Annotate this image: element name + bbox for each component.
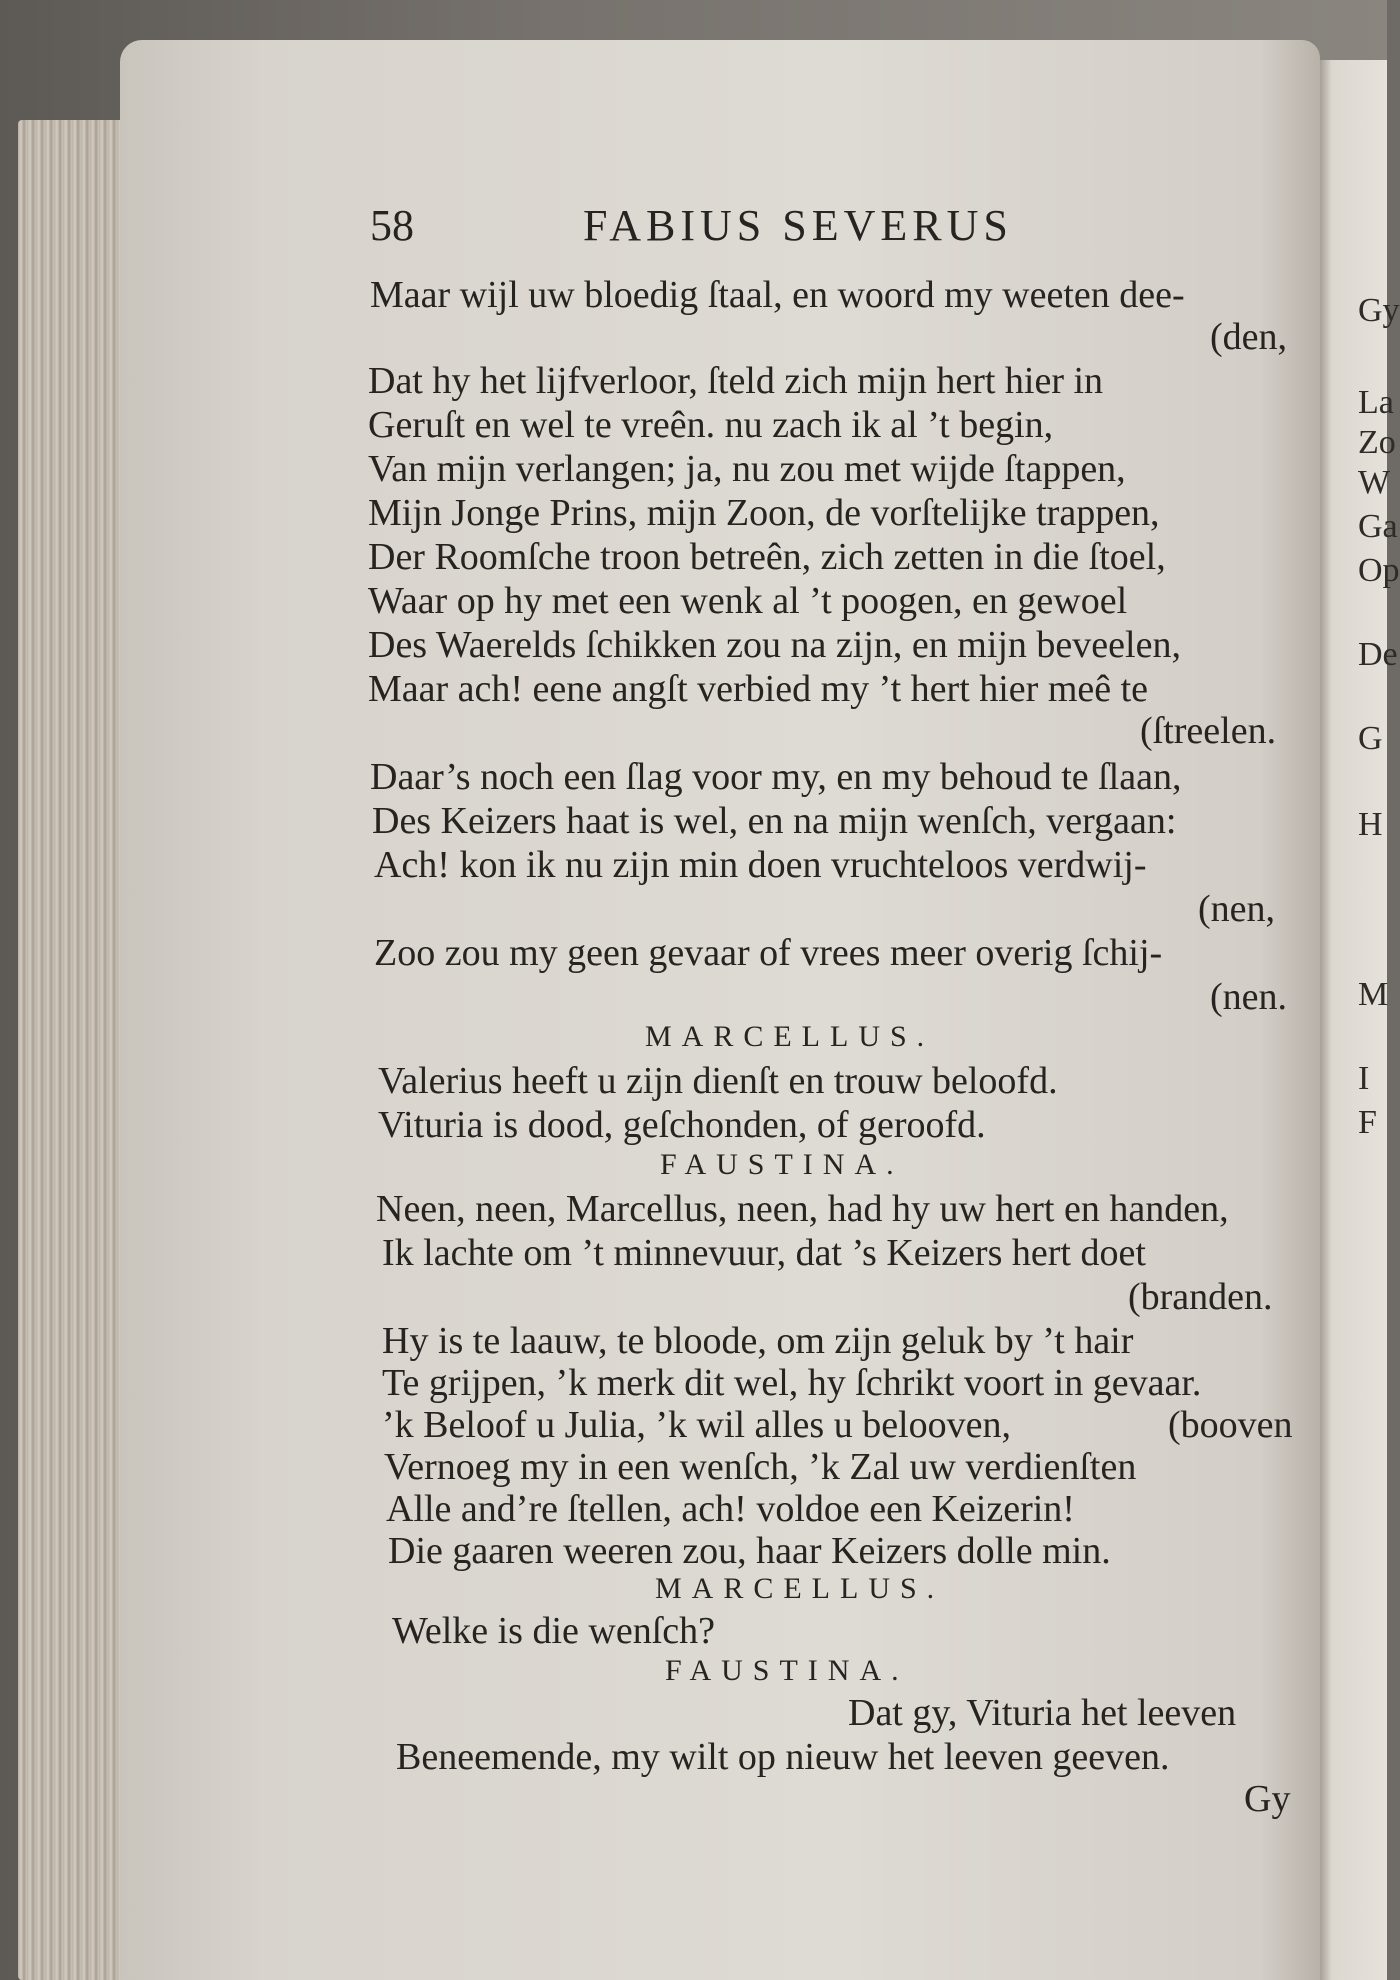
turnover-line: (nen, [1198, 888, 1276, 930]
speaker-name: FAUSTINA. [665, 1654, 909, 1687]
speaker-name: MARCELLUS. [655, 1572, 945, 1605]
running-title: FABIUS SEVERUS [583, 201, 1013, 250]
facing-page-fragment: Gy [1358, 292, 1400, 329]
facing-page-fragment: M [1358, 976, 1389, 1013]
speaker-name: MARCELLUS. [645, 1020, 935, 1053]
turnover-line: (ſtreelen. [1140, 710, 1277, 752]
facing-page-fragment: F [1358, 1104, 1377, 1141]
verse-line: Maar ach! eene angſt verbied my ’t hert hier meê te [368, 668, 1149, 710]
verse-line: Alle and’re ſtellen, ach! voldoe een Keizerin! [386, 1488, 1075, 1530]
verse-line: Hy is te laauw, te bloode, om zijn geluk by ’t hair [382, 1320, 1134, 1362]
verse-line: Neen, neen, Marcellus, neen, had hy uw hert en handen, [376, 1188, 1229, 1230]
verse-line: Geruſt en wel te vreên. nu zach ik al ’t begin, [368, 404, 1054, 446]
verse-line: Beneemende, my wilt op nieuw het leeven geeven. [396, 1736, 1170, 1778]
facing-page-fragment: I [1358, 1060, 1370, 1097]
verse-line: Waar op hy met een wenk al ’t poogen, en gewoel [368, 580, 1128, 622]
verse-line: Te grijpen, ’k merk dit wel, hy ſchrikt voort in gevaar. [382, 1362, 1202, 1404]
verse-line: Des Keizers haat is wel, en na mijn wenſch, vergaan: [372, 800, 1177, 842]
turnover-line: (nen. [1210, 976, 1288, 1018]
facing-page-fragment: Op [1358, 552, 1400, 589]
facing-page-fragment: De [1358, 636, 1398, 673]
verse-line: ’k Beloof u Julia, ’k wil alles u belooven, [382, 1404, 1011, 1446]
facing-page-fragment: La [1358, 384, 1394, 421]
turnover-line: (den, [1210, 316, 1288, 358]
verse-line: Vituria is dood, geſchonden, of geroofd. [378, 1104, 986, 1146]
facing-page-fragment: Ga [1358, 508, 1398, 545]
speaker-name: FAUSTINA. [660, 1148, 904, 1181]
verse-line: Dat hy het lijfverloor, ſteld zich mijn hert hier in [368, 360, 1104, 402]
facing-page-fragment: H [1358, 806, 1383, 843]
facing-page-fragment: Zo [1358, 424, 1396, 461]
facing-page-fragment: G [1358, 720, 1383, 757]
verse-line: Ach! kon ik nu zijn min doen vruchteloos verdwij- [374, 844, 1147, 886]
verse-line: Maar wijl uw bloedig ſtaal, en woord my weeten dee- [370, 274, 1185, 316]
verse-line: Welke is die wenſch? [392, 1610, 715, 1652]
book-page [120, 40, 1320, 1980]
verse-line: Mijn Jonge Prins, mijn Zoon, de vorſtelijke trappen, [368, 492, 1160, 534]
verse-line: Dat gy, Vituria het leeven [848, 1692, 1237, 1734]
verse-line: Der Roomſche troon betreên, zich zetten in die ſtoel, [368, 536, 1166, 578]
verse-line: Van mijn verlangen; ja, nu zou met wijde ſtappen, [368, 448, 1126, 490]
verse-line: Valerius heeft u zijn dienſt en trouw beloofd. [378, 1060, 1058, 1102]
facing-page-fragment: W [1358, 464, 1391, 501]
verse-line: Ik lachte om ’t minnevuur, dat ’s Keizers hert doet [382, 1232, 1146, 1274]
turnover-line: (branden. [1128, 1276, 1273, 1318]
facing-page [1318, 60, 1387, 1980]
verse-line: Daar’s noch een ſlag voor my, en my behoud te ſlaan, [370, 756, 1182, 798]
catchword: Gy [1244, 1778, 1291, 1820]
verse-line: Des Waerelds ſchikken zou na zijn, en mijn beveelen, [368, 624, 1181, 666]
verse-line: Zoo zou my geen gevaar of vrees meer overig ſchij- [374, 932, 1163, 974]
page-number: 58 [370, 201, 414, 250]
verse-line: Die gaaren weeren zou, haar Keizers dolle min. [388, 1530, 1111, 1572]
verse-line: Vernoeg my in een wenſch, ’k Zal uw verdienſten [384, 1446, 1137, 1488]
turnover-line: (booven [1168, 1404, 1293, 1446]
